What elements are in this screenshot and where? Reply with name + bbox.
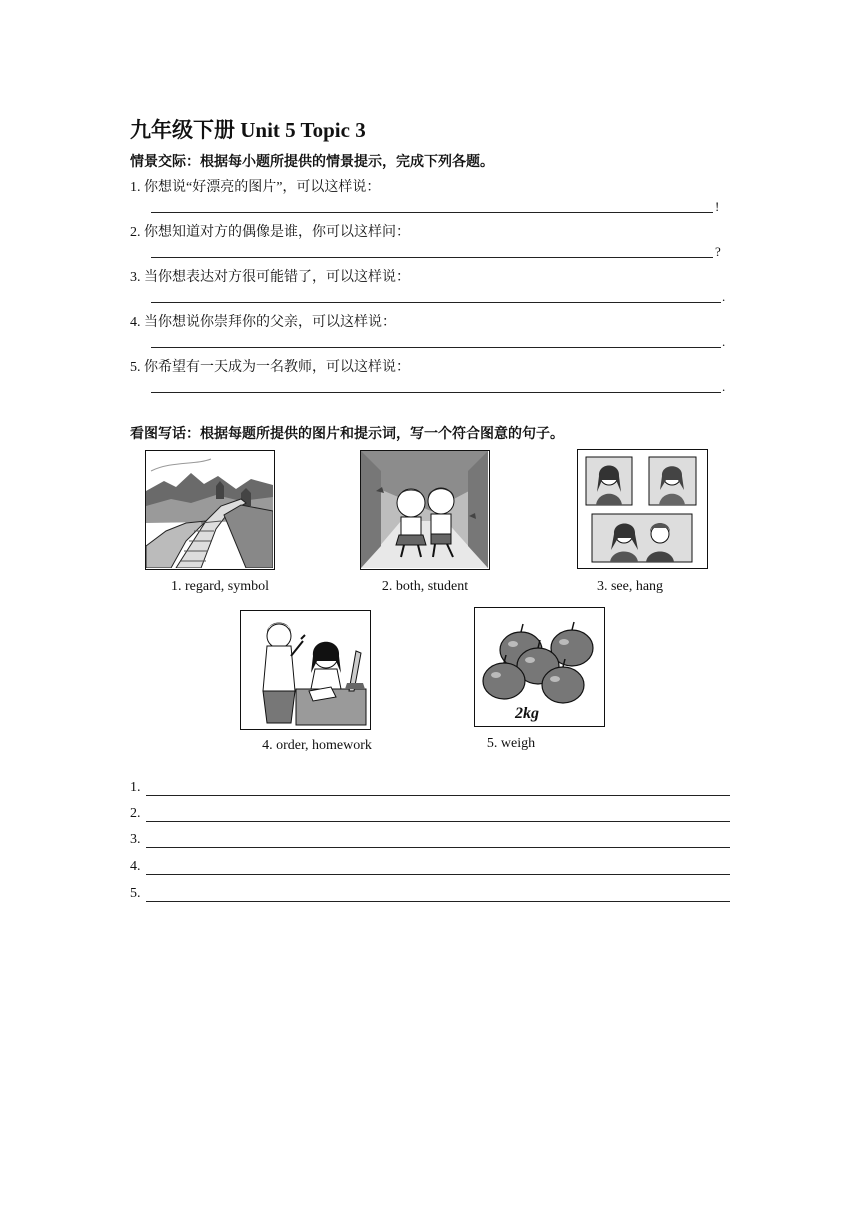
question-1: 1. 你想说“好漂亮的图片”，可以这样说： xyxy=(130,180,381,195)
caption-5: 5. weigh xyxy=(486,736,536,751)
question-3: 3. 当你想表达对方很可能错了，可以这样说： xyxy=(130,270,410,285)
answer-line-3[interactable] xyxy=(151,302,721,303)
question-2-end: ? xyxy=(715,244,721,259)
section2-heading: 看图写话：根据每题所提供的图片和提示词，写一个符合图意的句子。 xyxy=(130,426,564,442)
question-4-end: . xyxy=(722,334,726,349)
answer-line-4[interactable] xyxy=(151,347,721,348)
answer-line-1[interactable] xyxy=(151,212,713,213)
sentence-line-5[interactable] xyxy=(146,901,730,902)
teacher-student-picture xyxy=(240,610,371,730)
caption-4: 4. order, homework xyxy=(262,738,372,753)
sentence-line-2[interactable] xyxy=(146,821,730,822)
section1-heading: 情景交际：根据每小题所提供的情景提示，完成下列各题。 xyxy=(130,154,494,170)
caption-1: 1. regard, symbol xyxy=(171,579,269,594)
sentence-line-4[interactable] xyxy=(146,874,730,875)
question-3-end: . xyxy=(722,289,726,304)
page-title: 九年级下册 Unit 5 Topic 3 xyxy=(130,118,366,142)
question-5: 5. 你希望有一天成为一名教师，可以这样说： xyxy=(130,360,410,375)
great-wall-picture xyxy=(145,450,275,570)
caption-3: 3. see, hang xyxy=(596,579,664,594)
caption-2: 2. both, student xyxy=(381,579,469,594)
answer-number-2: 2. xyxy=(130,806,141,821)
answer-line-2[interactable] xyxy=(151,257,713,258)
answer-line-5[interactable] xyxy=(151,392,721,393)
students-picture xyxy=(360,450,490,570)
apples-picture xyxy=(474,607,605,727)
apple-weight-label: 2kg xyxy=(515,705,539,722)
answer-number-4: 4. xyxy=(130,859,141,874)
answer-number-1: 1. xyxy=(130,780,141,795)
answer-number-3: 3. xyxy=(130,832,141,847)
answer-number-5: 5. xyxy=(130,886,141,901)
question-2: 2. 你想知道对方的偶像是谁，你可以这样问： xyxy=(130,225,410,240)
question-1-end: ! xyxy=(715,199,720,214)
portraits-picture xyxy=(577,449,708,569)
question-4: 4. 当你想说你崇拜你的父亲，可以这样说： xyxy=(130,315,396,330)
sentence-line-3[interactable] xyxy=(146,847,730,848)
sentence-line-1[interactable] xyxy=(146,795,730,796)
question-5-end: . xyxy=(722,379,726,394)
